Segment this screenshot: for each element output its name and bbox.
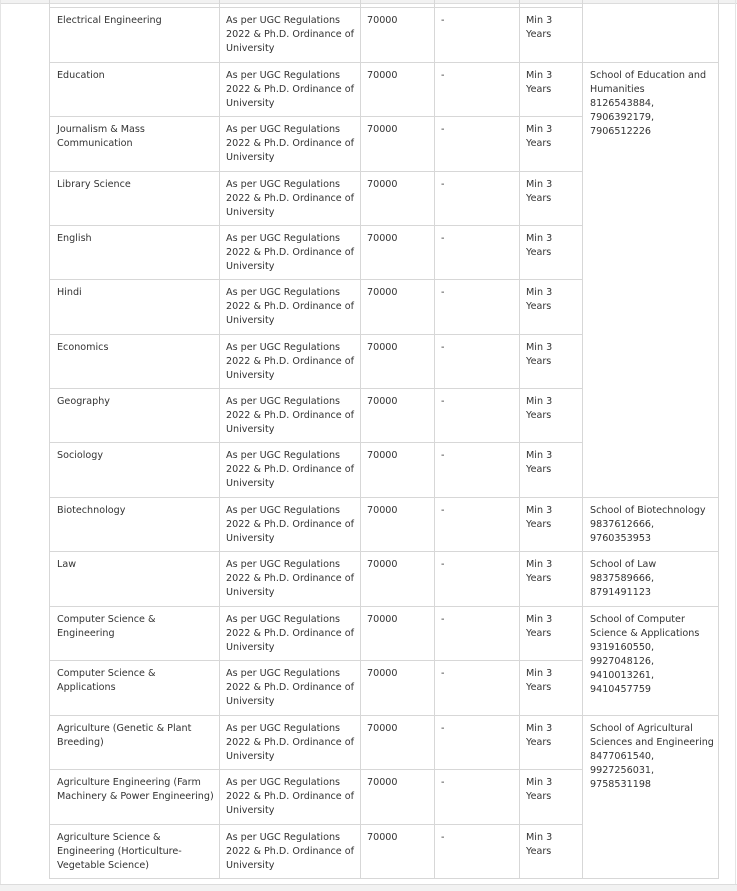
extra-cell: - [435, 63, 520, 117]
discipline-cell: Law [50, 552, 220, 607]
discipline-cell: Geography [50, 389, 220, 443]
duration-cell: Min 3 Years [520, 607, 583, 661]
duration-cell: Min 3 Years [520, 498, 583, 552]
extra-cell: - [435, 8, 520, 63]
table-row [50, 498, 719, 552]
extra-cell: - [435, 770, 520, 825]
contact-phones: 9837589666, 8791491123 [590, 573, 655, 598]
extra-cell: - [435, 661, 520, 716]
discipline-cell: Hindi [50, 280, 220, 335]
fee-cell: 70000 [361, 770, 435, 825]
partial-cell [520, 0, 583, 8]
extra-cell: - [435, 443, 520, 498]
discipline-cell: Computer Science & Engineering [50, 607, 220, 661]
page-bottom-border [0, 884, 737, 891]
discipline-cell: Agriculture Science & Engineering (Horticulture-Vegetable Science) [50, 825, 220, 879]
discipline-cell: Biotechnology [50, 498, 220, 552]
eligibility-cell: As per UGC Regulations 2022 & Ph.D. Ordinance of University [220, 226, 361, 280]
table-row [50, 552, 719, 607]
fee-cell: 70000 [361, 389, 435, 443]
discipline-cell: Computer Science & Applications [50, 661, 220, 716]
extra-cell: - [435, 280, 520, 335]
eligibility-cell: As per UGC Regulations 2022 & Ph.D. Ordinance of University [220, 716, 361, 770]
duration-cell: Min 3 Years [520, 117, 583, 172]
discipline-cell: Agriculture Engineering (Farm Machinery & Power Engineering) [50, 770, 220, 825]
fee-cell: 70000 [361, 443, 435, 498]
fee-cell: 70000 [361, 280, 435, 335]
contact-phones: 9319160550, 9927048126, 9410013261, 9410457759 [590, 642, 655, 695]
fee-cell: 70000 [361, 825, 435, 879]
fee-cell: 70000 [361, 226, 435, 280]
extra-cell: - [435, 552, 520, 607]
contact-cell-biotechnology [583, 498, 719, 552]
fee-cell: 70000 [361, 63, 435, 117]
eligibility-cell: As per UGC Regulations 2022 & Ph.D. Ordinance of University [220, 552, 361, 607]
fee-cell: 70000 [361, 716, 435, 770]
partial-cell [50, 0, 220, 8]
duration-cell: Min 3 Years [520, 172, 583, 226]
fee-cell: 70000 [361, 172, 435, 226]
extra-cell: - [435, 825, 520, 879]
fee-cell: 70000 [361, 661, 435, 716]
duration-cell: Min 3 Years [520, 8, 583, 63]
partial-cell [435, 0, 520, 8]
eligibility-cell: As per UGC Regulations 2022 & Ph.D. Ordinance of University [220, 63, 361, 117]
partial-text-peek [225, 0, 355, 1]
eligibility-cell: As per UGC Regulations 2022 & Ph.D. Ordinance of University [220, 335, 361, 389]
table-row [50, 716, 719, 770]
contact-phones: 9837612666, 9760353953 [590, 519, 655, 544]
duration-cell: Min 3 Years [520, 389, 583, 443]
contact-cell-education [583, 63, 719, 498]
duration-cell: Min 3 Years [520, 335, 583, 389]
eligibility-cell: As per UGC Regulations 2022 & Ph.D. Ordinance of University [220, 443, 361, 498]
eligibility-cell: As per UGC Regulations 2022 & Ph.D. Ordinance of University [220, 661, 361, 716]
eligibility-cell: As per UGC Regulations 2022 & Ph.D. Ordinance of University [220, 607, 361, 661]
phd-programs-table [49, 0, 719, 879]
extra-cell: - [435, 498, 520, 552]
contact-school: School of Law [590, 559, 657, 570]
discipline-cell: Sociology [50, 443, 220, 498]
eligibility-cell: As per UGC Regulations 2022 & Ph.D. Ordinance of University [220, 8, 361, 63]
contact-school: School of Agricultural Sciences and Engineering [590, 723, 714, 748]
discipline-cell: Journalism & Mass Communication [50, 117, 220, 172]
discipline-cell: Agriculture (Genetic & Plant Breeding) [50, 716, 220, 770]
eligibility-cell: As per UGC Regulations 2022 & Ph.D. Ordinance of University [220, 770, 361, 825]
fee-cell: 70000 [361, 552, 435, 607]
partial-cell [220, 0, 361, 8]
discipline-cell: Electrical Engineering [50, 8, 220, 63]
extra-cell: - [435, 335, 520, 389]
contact-school: School of Computer Science & Applications [590, 614, 700, 639]
duration-cell: Min 3 Years [520, 63, 583, 117]
contact-school: School of Education and Humanities [590, 70, 707, 95]
extra-cell: - [435, 389, 520, 443]
extra-cell: - [435, 607, 520, 661]
duration-cell: Min 3 Years [520, 552, 583, 607]
extra-cell: - [435, 716, 520, 770]
duration-cell: Min 3 Years [520, 770, 583, 825]
duration-cell: Min 3 Years [520, 825, 583, 879]
fee-cell: 70000 [361, 117, 435, 172]
table-row [50, 607, 719, 661]
extra-cell: - [435, 172, 520, 226]
contact-cell-computer-science [583, 607, 719, 716]
contact-phones: 8126543884, 7906392179, 7906512226 [590, 98, 655, 137]
eligibility-cell: As per UGC Regulations 2022 & Ph.D. Ordinance of University [220, 498, 361, 552]
contact-phones: 8477061540, 9927256031, 9758531198 [590, 751, 655, 790]
duration-cell: Min 3 Years [520, 716, 583, 770]
duration-cell: Min 3 Years [520, 226, 583, 280]
eligibility-cell: As per UGC Regulations 2022 & Ph.D. Ordinance of University [220, 280, 361, 335]
contact-cell-agriculture [583, 716, 719, 879]
contact-cell-empty [583, 0, 719, 63]
discipline-cell: Education [50, 63, 220, 117]
fee-cell: 70000 [361, 8, 435, 63]
table-row [50, 63, 719, 117]
partial-cell [361, 0, 435, 8]
duration-cell: Min 3 Years [520, 661, 583, 716]
duration-cell: Min 3 Years [520, 280, 583, 335]
duration-cell: Min 3 Years [520, 443, 583, 498]
discipline-cell: Library Science [50, 172, 220, 226]
eligibility-cell: As per UGC Regulations 2022 & Ph.D. Ordinance of University [220, 389, 361, 443]
extra-cell: - [435, 226, 520, 280]
contact-school: School of Biotechnology [590, 505, 706, 516]
fee-cell: 70000 [361, 335, 435, 389]
discipline-cell: English [50, 226, 220, 280]
fee-cell: 70000 [361, 607, 435, 661]
extra-cell: - [435, 117, 520, 172]
table-row-partial [50, 0, 719, 8]
contact-cell-law [583, 552, 719, 607]
page-left-border [0, 0, 1, 891]
eligibility-cell: As per UGC Regulations 2022 & Ph.D. Ordinance of University [220, 117, 361, 172]
eligibility-cell: As per UGC Regulations 2022 & Ph.D. Ordinance of University [220, 172, 361, 226]
eligibility-cell: As per UGC Regulations 2022 & Ph.D. Ordinance of University [220, 825, 361, 879]
discipline-cell: Economics [50, 335, 220, 389]
page-right-border [735, 0, 736, 891]
fee-cell: 70000 [361, 498, 435, 552]
